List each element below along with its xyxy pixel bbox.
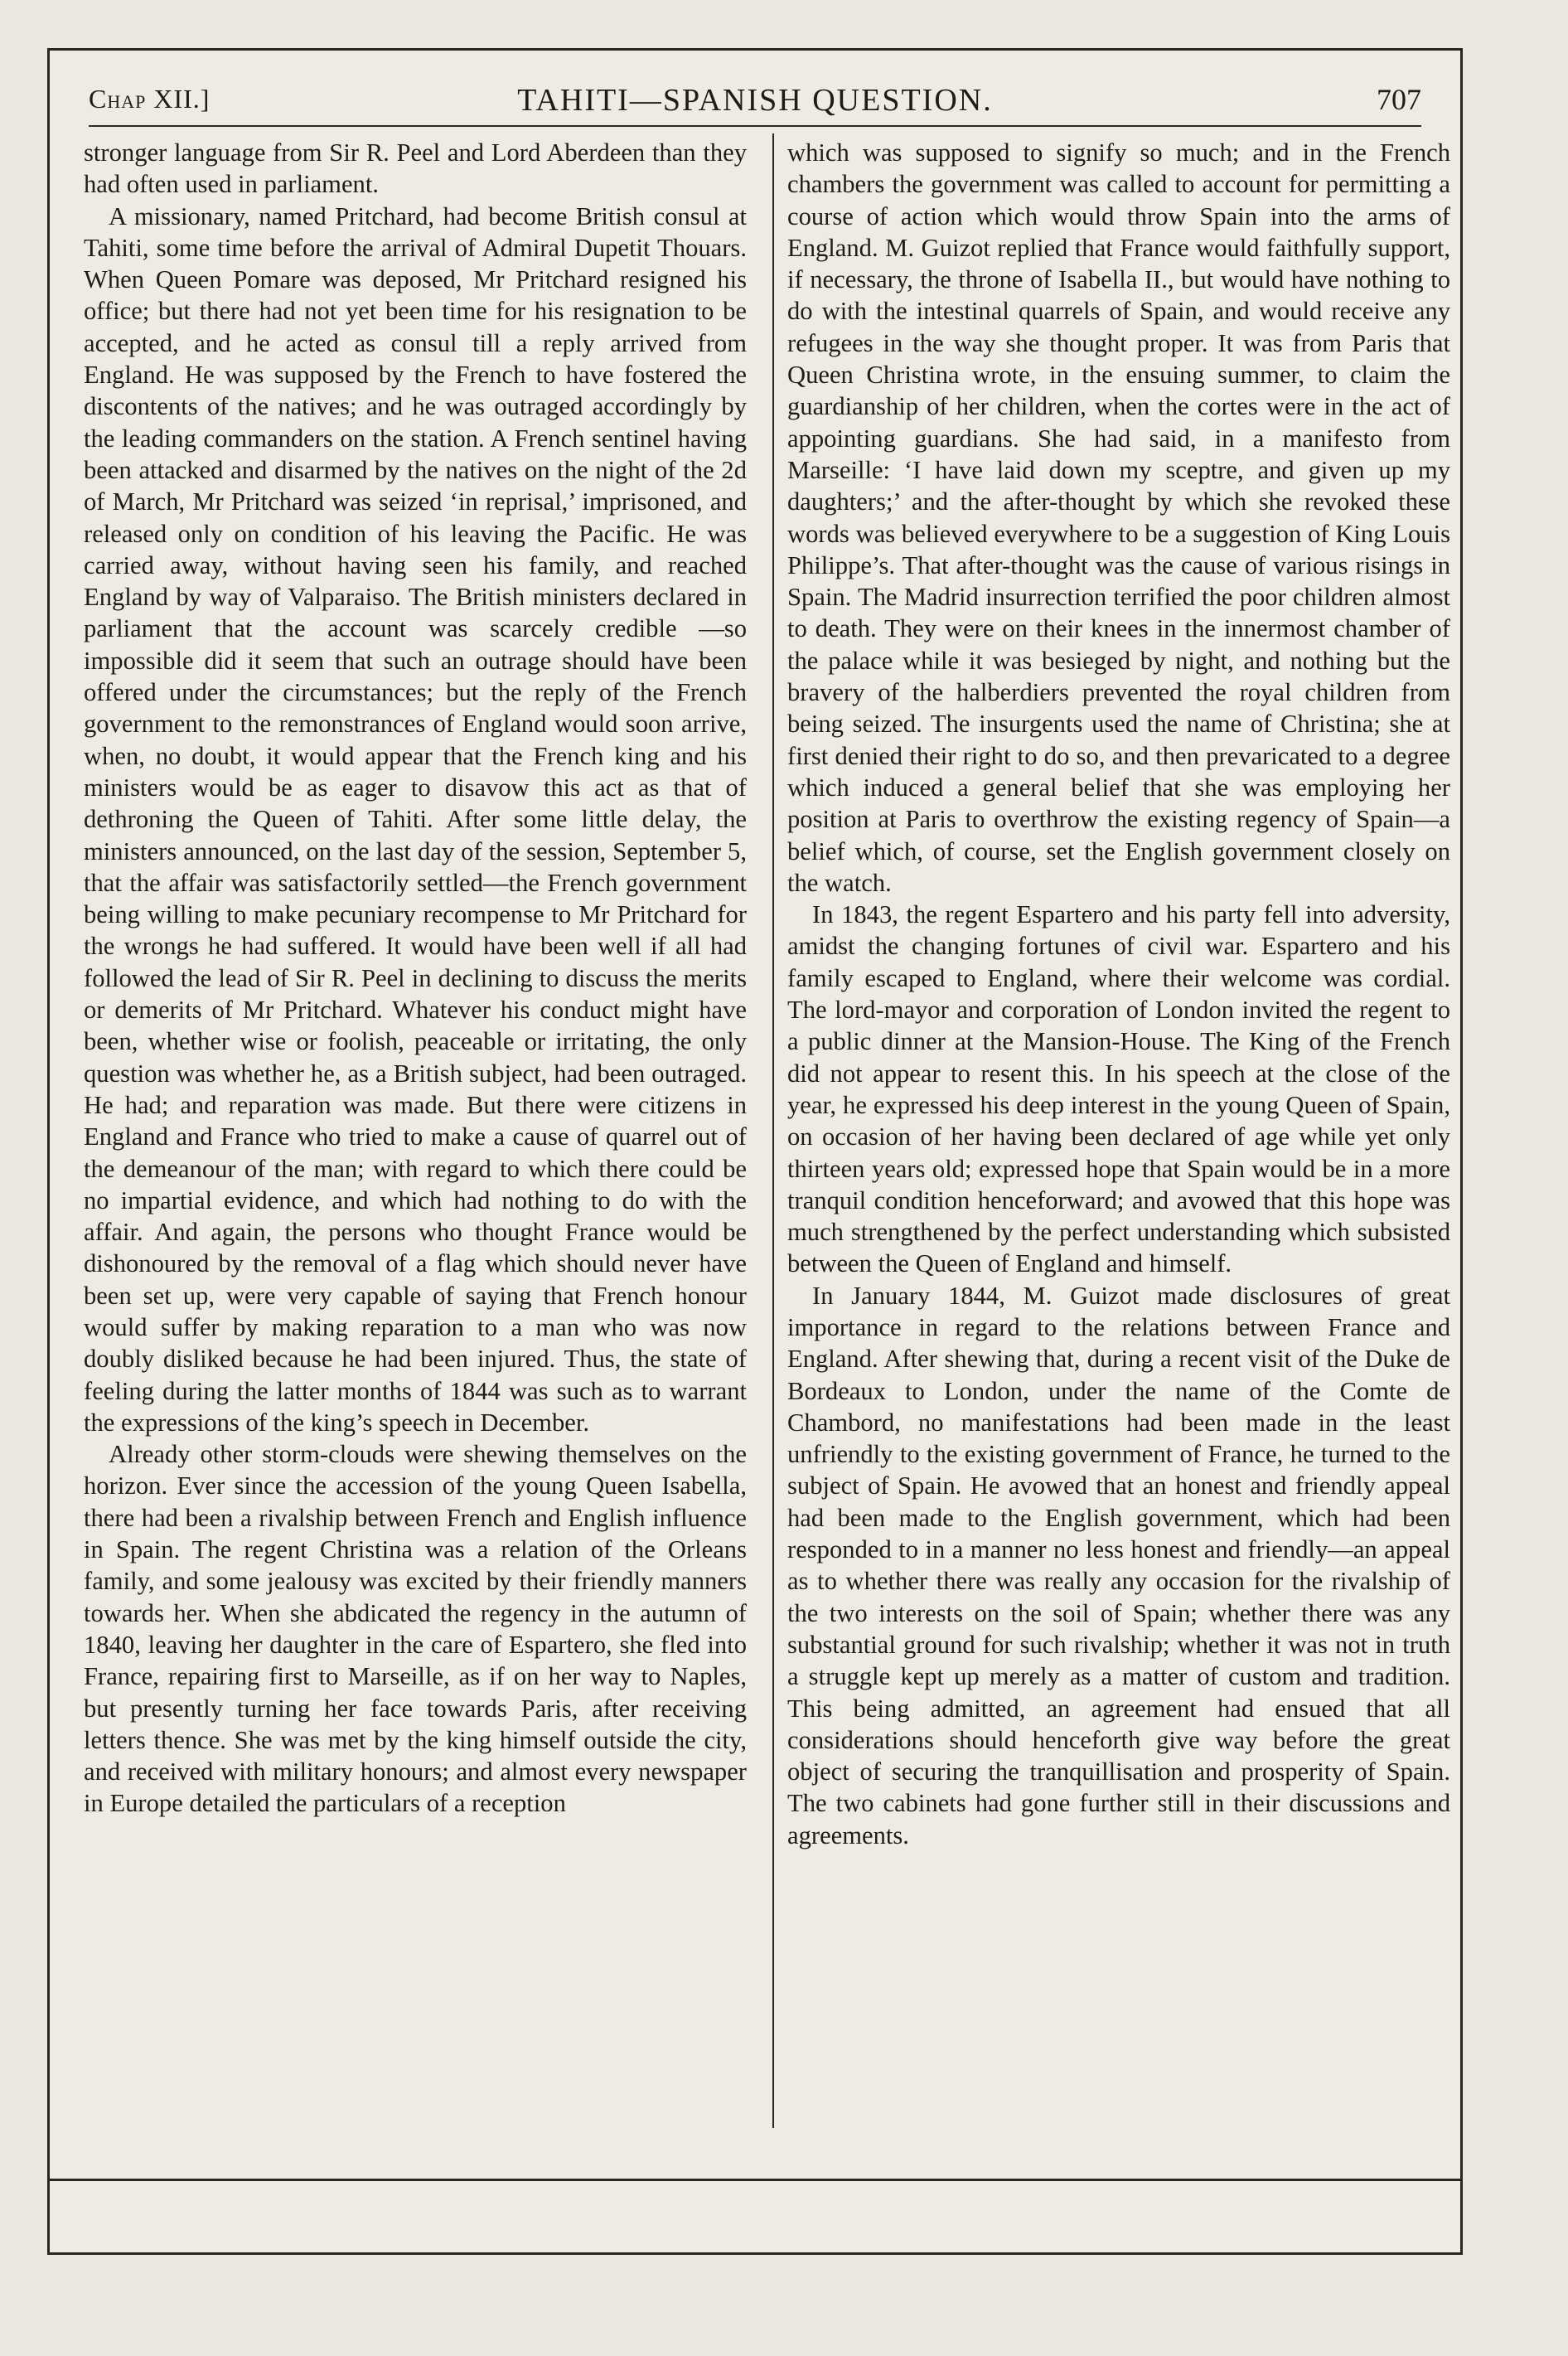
paragraph: In 1843, the regent Espartero and his party fell into adversity, amidst the changing fortunes of civil war. Espartero and his family escaped to England, where their welcome was cordial. The lord-mayor and corporation of London invited the regent to a public dinner at the Mansion-House. The King of the French did not appear to resent this. In his speech at the close of the year, he expressed his deep interest in the young Queen of Spain, on occasion of her having been declared of age while yet only thirteen years old; expressed hope that Spain would be in a more tranquil condition henceforward; and avowed that this hope was much strengthened by the perfect understanding which subsisted between the Queen of England and himself.	[787, 900, 1450, 1278]
paragraph: A missionary, named Pritchard, had become British consul at Tahiti, some time before the arrival of Admiral Dupetit Thouars. When Queen Pomare was deposed, Mr Pritchard resigned his office; but there had not yet been time for his resignation to be accepted, and he acted as consul till a reply arrived from England. He was supposed by the French to have fostered the discontents of the natives; and he was outraged accordingly by the leading commanders on the station. A French sentinel having been attacked and disarmed by the natives on the night of the 2d of March, Mr Pritchard was seized ‘in reprisal,’ imprisoned, and released only on condition of his leaving the Pacific. He was carried away, without having seen his family, and reached England by way of Valparaiso. The British ministers declared in parliament that the account was scarcely credible —so impossible did it seem that such an outrage should have been offered under the circumstances; but the reply of the French government to the remonstrances of England would soon arrive, when, no doubt, it would appear that the French king and his ministers would be as eager to disavow this act as that of dethroning the Queen of Tahiti. After some little delay, the ministers announced, on the last day of the session, September 5, that the affair was satisfactorily settled—the French government being willing to make pecuniary recompense to Mr Pritchard for the wrongs he had suffered. It would have been well if all had followed the lead of Sir R. Peel in declining to discuss the merits or demerits of Mr Pritchard. Whatever his conduct might have been, whether wise or foolish, peaceable or irritating, the only question was whether he, as a British subject, had been outraged. He had; and reparation was made. But there were citizens in England and France who tried to make a cause of quarrel out of the demeanour of the man; with regard to which there could be no impartial evidence, and which had nothing to do with the affair. And again, the persons who thought France would be dishonoured by the removal of a flag which should never have been set up, were very capable of saying that French honour would suffer by making reparation to a man who was now doubly disliked because he had been injured. Thus, the state of feeling during the latter months of 1844 was such as to warrant the expressions of the king’s speech in December.	[84, 201, 747, 1437]
page-number: 707	[1377, 83, 1421, 116]
right-column	[787, 137, 1450, 1851]
footer-rule	[50, 2179, 1460, 2181]
page	[47, 48, 1463, 2255]
paragraph: In January 1844, M. Guizot made disclosures of great importance in regard to the relations between France and England. After shewing that, during a recent visit of the Duke de Bordeaux to London, under the name of the Comte de Chambord, no manifestations had been made in the least unfriendly to the existing government of France, he turned to the subject of Spain. He avowed that an honest and friendly appeal had been made to the English government, which had been responded to in a manner no less honest and friendly—an appeal as to whether there was really any occasion for the rivalship of the two interests on the soil of Spain; whether there was any substantial ground for such rivalship; whether it was not in truth a struggle kept up merely as a matter of custom and tradition. This being admitted, an agreement had ensued that all considerations should henceforth give way before the great object of securing the tranquillisation and prosperity of Spain. The two cabinets had gone further still in their discussions and agreements.	[787, 1281, 1450, 1849]
page-title: TAHITI—SPANISH QUESTION.	[517, 83, 993, 118]
left-column	[84, 137, 747, 1820]
paragraph: stronger language from Sir R. Peel and Lord Aberdeen than they had often used in parliament.	[84, 138, 747, 199]
running-header	[89, 75, 1421, 127]
paragraph: which was supposed to signify so much; and in the French chambers the government was called to account for permitting a course of action which would throw Spain into the arms of England. M. Guizot replied that France would faithfully support, if necessary, the throne of Isabella II., but would have nothing to do with the intestinal quarrels of Spain, and would receive any refugees in the way she thought proper. It was from Paris that Queen Christina wrote, in the ensuing summer, to claim the guardianship of her children, when the cortes were in the act of appointing guardians. She had said, in a manifesto from Marseille: ‘I have laid down my sceptre, and given up my daughters;’ and the after-thought by which she revoked these words was believed everywhere to be a suggestion of King Louis Philippe’s. That after-thought was the cause of various risings in Spain. The Madrid insurrection terrified the poor children almost to death. They were on their knees in the innermost chamber of the palace while it was besieged by night, and nothing but the bravery of the halberdiers prevented the royal children from being seized. The insurgents used the name of Christina; she at first denied their right to do so, and then prevaricated to a degree which induced a general belief that she was employing her position at Paris to overthrow the existing regency of Spain—a belief which, of course, set the English government closely on the watch.	[787, 138, 1450, 897]
column-divider	[772, 133, 774, 2128]
chapter-label: Chap XII.]	[89, 84, 211, 114]
paragraph: Already other storm-clouds were shewing themselves on the horizon. Ever since the accession of the young Queen Isabella, there had been a rivalship between French and English influence in Spain. The regent Christina was a relation of the Orleans family, and some jealousy was excited by their friendly manners towards her. When she abdicated the regency in the autumn of 1840, leaving her daughter in the care of Espartero, she fled into France, repairing first to Marseille, as if on her way to Naples, but presently turning her face towards Paris, after receiving letters thence. She was met by the king himself outside the city, and received with military honours; and almost every newspaper in Europe detailed the particulars of a reception	[84, 1440, 747, 1818]
